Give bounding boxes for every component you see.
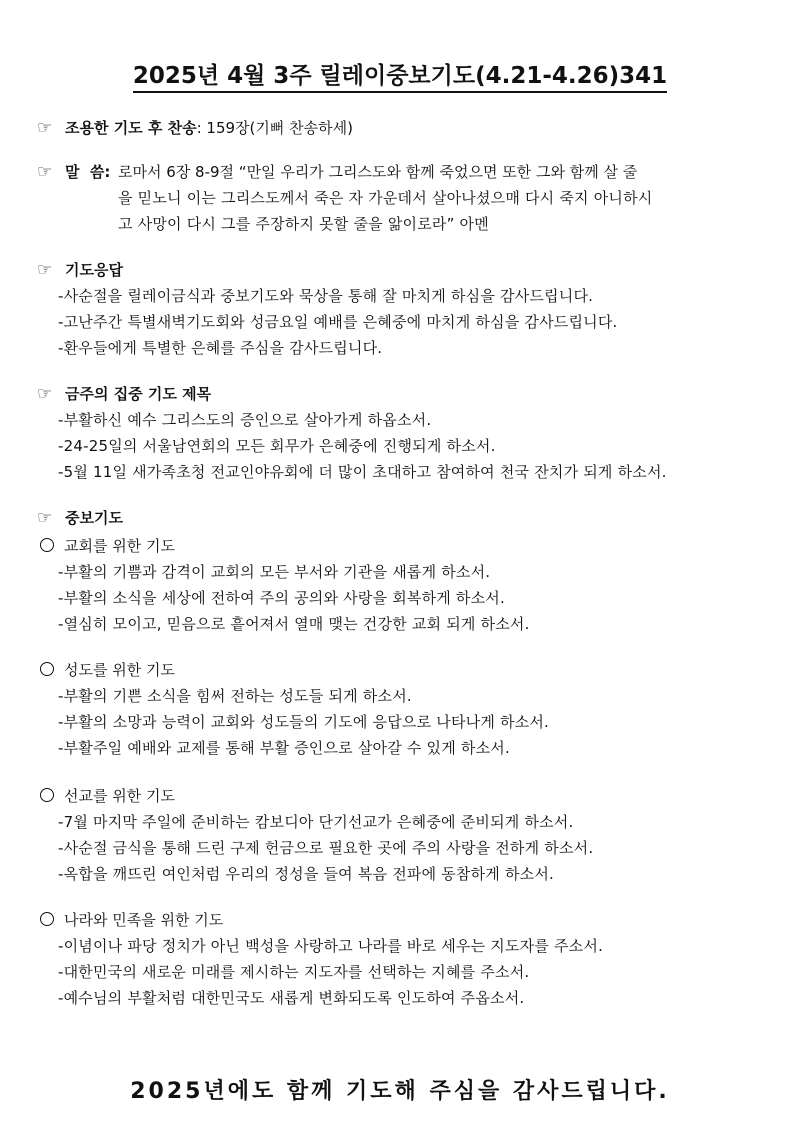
hymn-line: [37, 117, 353, 139]
word-line: [37, 161, 637, 183]
list-item: -이념이나 파당 정치가 아닌 백성을 사랑하고 나라를 바로 세우는 지도자를 주소서.: [58, 937, 604, 955]
circle-icon: [40, 912, 54, 926]
list-item: -열심히 모이고, 믿음으로 흩어져서 열매 맺는 건강한 교회 되게 하소서.: [58, 615, 530, 633]
pointing-hand-icon: ☞: [37, 162, 53, 182]
group-title-nation: 나라와 민족을 위한 기도: [40, 909, 223, 931]
list-item: -환우들에게 특별한 은혜를 주심을 감사드립니다.: [58, 339, 383, 357]
list-item: -대한민국의 새로운 미래를 제시하는 지도자를 선택하는 지혜를 주소서.: [58, 963, 530, 981]
list-item: -부활의 기쁨과 감격이 교회의 모든 부서와 기관을 새롭게 하소서.: [58, 563, 491, 581]
list-item: -부활주일 예배와 교제를 통해 부활 증인으로 살아갈 수 있게 하소서.: [58, 739, 510, 757]
list-item: -사순절을 릴레이금식과 중보기도와 묵상을 통해 잘 마치게 하심을 감사드립니다.: [58, 287, 594, 305]
list-item: -5월 11일 새가족초청 전교인야유회에 더 많이 초대하고 참여하여 천국 잔치가 되게 하소서.: [58, 463, 667, 481]
list-item: -부활의 소망과 능력이 교회와 성도들의 기도에 응답으로 나타나게 하소서.: [58, 713, 550, 731]
closing-message: 2025년에도 함께 기도해 주심을 감사드립니다.: [130, 1079, 670, 1104]
group-title-saints: 성도를 위한 기도: [40, 659, 175, 681]
list-item: -7월 마지막 주일에 준비하는 캄보디아 단기선교가 은혜중에 준비되게 하소서.: [58, 813, 574, 831]
list-item: -옥합을 깨뜨린 여인처럼 우리의 정성을 들여 복음 전파에 동참하게 하소서.: [58, 865, 554, 883]
pointing-hand-icon: ☞: [37, 508, 53, 528]
circle-icon: [40, 662, 54, 676]
word-label: 말 씀:: [65, 163, 111, 181]
word-text-line-3: 고 사망이 다시 그를 주장하지 못할 줄을 앎이로라” 아멘: [118, 215, 489, 233]
intercession-heading: ☞ 중보기도: [37, 508, 123, 528]
pointing-hand-icon: ☞: [37, 118, 53, 138]
list-item: -사순절 금식을 통해 드린 구제 헌금으로 필요한 곳에 주의 사랑을 전하게 하소서.: [58, 839, 594, 857]
hymn-label: 조용한 기도 후 찬송: [65, 119, 197, 137]
focus-heading: ☞ 금주의 집중 기도 제목: [37, 384, 212, 404]
page-title: 2025년 4월 3주 릴레이중보기도(4.21-4.26)341: [0, 62, 800, 93]
list-item: -24-25일의 서울남연회의 모든 회무가 은혜중에 진행되게 하소서.: [58, 437, 496, 455]
group-title-mission: 선교를 위한 기도: [40, 785, 175, 807]
circle-icon: [40, 788, 54, 802]
word-text-line-1: 로마서 6장 8-9절 “만일 우리가 그리스도와 함께 죽었으면 또한 그와 함께 살 줄: [118, 163, 638, 181]
list-item: -예수님의 부활처럼 대한민국도 새롭게 변화되도록 인도하여 주옵소서.: [58, 989, 525, 1007]
list-item: -부활하신 예수 그리스도의 증인으로 살아가게 하옵소서.: [58, 411, 432, 429]
word-text-line-2: 을 믿노니 이는 그리스도께서 죽은 자 가운데서 살아나셨으매 다시 죽지 아니하시: [118, 189, 653, 207]
list-item: -부활의 소식을 세상에 전하여 주의 공의와 사랑을 회복하게 하소서.: [58, 589, 505, 607]
pointing-hand-icon: ☞: [37, 260, 53, 280]
answers-heading: ☞ 기도응답: [37, 260, 123, 280]
hymn-value: : 159장(기뻐 찬송하세): [196, 119, 353, 137]
pointing-hand-icon: ☞: [37, 384, 53, 404]
circle-icon: [40, 538, 54, 552]
group-title-church: 교회를 위한 기도: [40, 535, 175, 557]
list-item: -부활의 기쁜 소식을 힘써 전하는 성도들 되게 하소서.: [58, 687, 412, 705]
list-item: -고난주간 특별새벽기도회와 성금요일 예배를 은혜중에 마치게 하심을 감사드립니다.: [58, 313, 618, 331]
